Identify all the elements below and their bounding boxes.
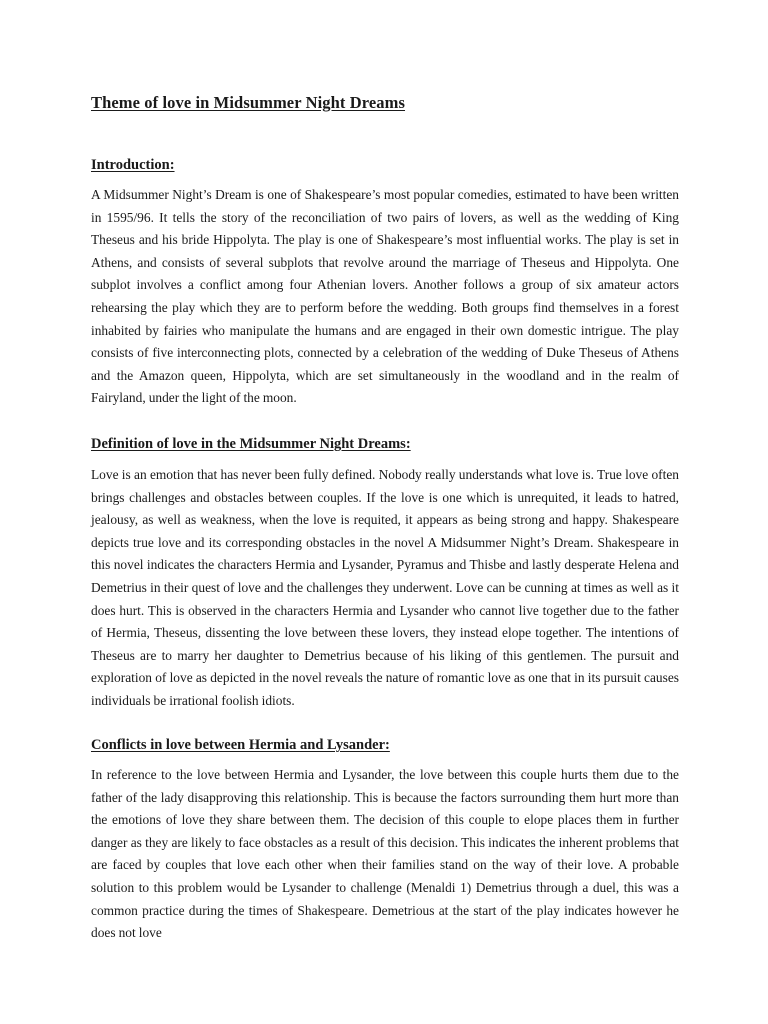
section-paragraph-conflicts: In reference to the love between Hermia and Lysander, the love between this couple hurts them due to the father of the lady disapproving this relationship. This is because the factors surrounding them hurt more than the emotions of love they share between them. The decision of this couple to elope places them in further danger as they are likely to face obstacles as a result of this decision. This indicates the inherent problems that are faced by couples that love each other when their families stand on the way of their love. A probable solution to this problem would be Lysander to challenge (Menaldi 1) Demetrius through a duel, this was a common practice during the times of Shakespeare. Demetrious at the start of the play indicates however he does not love — [91, 767, 679, 941]
section-heading-conflicts: Conflicts in love between Hermia and Lysander: — [91, 737, 390, 753]
section-heading-introduction: Introduction: — [91, 157, 175, 173]
section-heading-definition-of-love: Definition of love in the Midsummer Night Dreams: — [91, 436, 411, 452]
document-title: Theme of love in Midsummer Night Dreams — [91, 93, 406, 112]
section-paragraph-introduction: A Midsummer Night’s Dream is one of Shakespeare’s most popular comedies, estimated to have been written in 1595/96. It tells the story of the reconciliation of two pairs of lovers, as well as the wedding of King Theseus and his bride Hippolyta. The play is one of Shakespeare’s most influential works. The play is set in Athens, and consists of several subplots that revolve around the marriage of Theseus and Hippolyta. One subplot involves a conflict among four Athenian lovers. Another follows a group of six amateur actors rehearsing the play which they are to perform before the wedding. Both groups find themselves in a forest inhabited by fairies who manipulate the humans and are engaged in their own domestic intrigue. The play consists of five interconnecting plots, connected by a celebration of the wedding of Duke Theseus of Athens and the Amazon queen, Hippolyta, which are set simultaneously in the woodland and in the realm of Fairyland, under the light of the moon. — [91, 187, 679, 406]
section-paragraph-definition-of-love: Love is an emotion that has never been fully defined. Nobody really understands what love is. True love often brings challenges and obstacles between couples. If the love is one which is unrequited, it leads to hatred, jealousy, as well as weakness, when the love is requited, it appears as being strong and happy. Shakespeare depicts true love and its corresponding obstacles in the novel A Midsummer Night’s Dream. Shakespeare in this novel indicates the characters Hermia and Lysander, Pyramus and Thisbe and lastly desperate Helena and Demetrius in their quest of love and the challenges they underwent. Love can be cunning at times as well as it does hurt. This is observed in the characters Hermia and Lysander who cannot live together due to the father of Hermia, Theseus, dissenting the love between these lovers, they instead elope together. The intentions of Theseus are to marry her daughter to Demetrius because of his liking of this gentlemen. The pursuit and exploration of love as depicted in the novel reveals the nature of romantic love as one that in its pursuit causes individuals be irrational foolish idiots. — [91, 467, 679, 708]
